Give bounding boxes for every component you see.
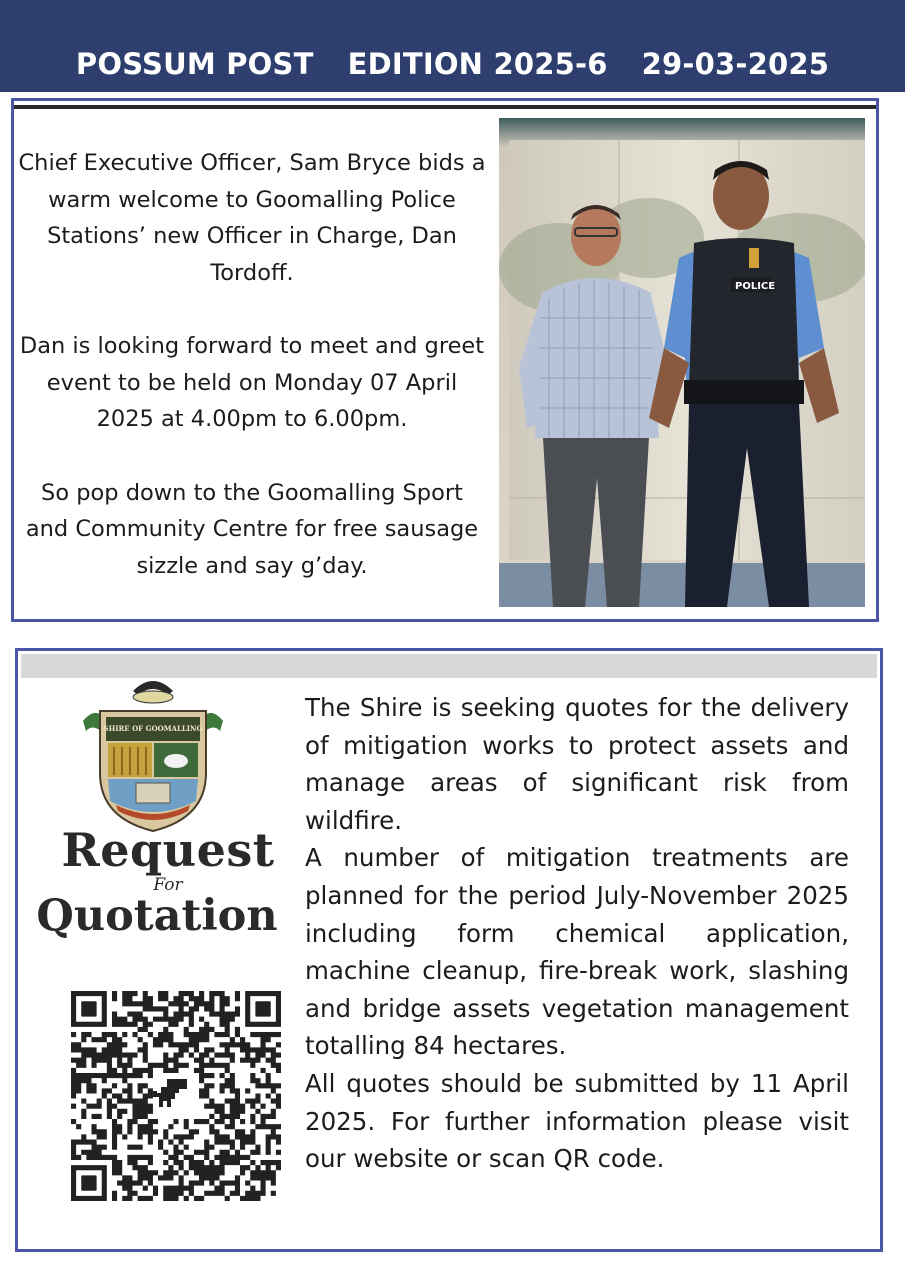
quotation-article: [15, 648, 883, 1252]
welcome-article: [11, 98, 879, 622]
welcome-text: [18, 145, 486, 621]
welcome-paragraph-3: So pop down to the Goomalling Sport and Community Centre for free sausage sizzle and say g’day.: [25, 479, 479, 579]
masthead: [0, 0, 905, 92]
rfq-heading-quotation: Quotation: [36, 891, 278, 941]
crest-label: SHIRE OF GOOMALLING: [103, 724, 203, 733]
rfq-heading-for: For: [153, 875, 183, 895]
photo-illustration: [499, 118, 865, 607]
quotation-text: [305, 689, 849, 1178]
qr-code-icon[interactable]: [71, 991, 281, 1201]
welcome-paragraph-2: Dan is looking forward to meet and greet event to be held on Monday 07 April 2025 at 4.00pm to 6.00pm.: [19, 333, 485, 432]
police-badge: POLICE: [735, 281, 776, 292]
divider: [14, 105, 876, 109]
qr-finder: [71, 1165, 107, 1201]
qr-finder: [245, 991, 281, 1027]
quotation-paragraph-3: All quotes should be submitted by 11 April 2025. For further information please visit our website or scan QR code.: [305, 1068, 849, 1174]
masthead-row: [0, 40, 905, 88]
quotation-paragraph-2: A number of mitigation treatments are planned for the period July-November 2025 including form chemical application, machine cleanup, fire-break work, slashing and bridge assets vegetation management totalling 84 hectares.: [305, 843, 849, 1061]
quotation-paragraph-1: The Shire is seeking quotes for the delivery of mitigation works to protect assets and manage areas of significant risk from wildfire.: [305, 693, 849, 835]
rfq-heading-request: Request: [61, 823, 275, 877]
dinosaur-icon: [153, 1079, 187, 1107]
qr-finder: [71, 991, 107, 1027]
newsletter-title: POSSUM POST: [75, 47, 314, 81]
edition-label: EDITION 2025-6: [347, 47, 608, 81]
shire-crest-icon: [78, 673, 228, 833]
welcome-paragraph-1: Chief Executive Officer, Sam Bryce bids a warm welcome to Goomalling Police Stations’ new Officer in Charge, Dan Tordoff.: [18, 150, 486, 286]
welcome-photo: [499, 118, 865, 607]
issue-date: 29-03-2025: [641, 47, 830, 81]
